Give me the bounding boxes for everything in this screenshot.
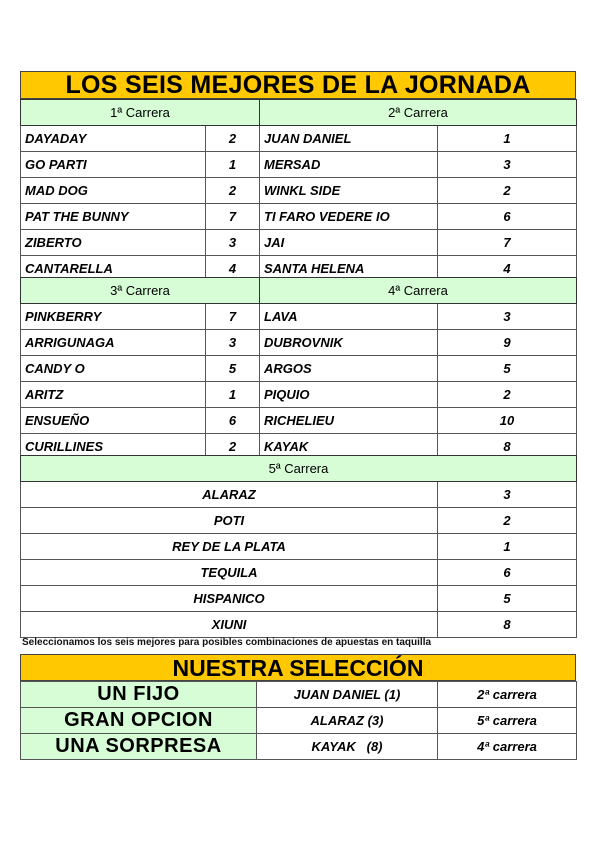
table-row: [21, 708, 577, 734]
horse-number: 6: [206, 408, 260, 434]
horse-number: 7: [206, 304, 260, 330]
table-row: [21, 508, 577, 534]
table-row: [21, 330, 577, 356]
horse-number: 3: [438, 482, 577, 508]
table-row: [21, 482, 577, 508]
horse-number: 2: [206, 178, 260, 204]
selection-title: NUESTRA SELECCIÓN: [20, 654, 576, 681]
horse-name: ALARAZ: [21, 482, 438, 508]
horse-name: ZIBERTO: [21, 230, 206, 256]
horse-number: 5: [438, 356, 577, 382]
horse-number: 1: [438, 534, 577, 560]
table-row: [21, 682, 577, 708]
selection-horse: JUAN DANIEL (1): [257, 682, 438, 708]
horse-name: MAD DOG: [21, 178, 206, 204]
selection-label: UN FIJO: [21, 682, 257, 708]
horse-number: 7: [206, 204, 260, 230]
selection-label: GRAN OPCION: [21, 708, 257, 734]
horse-number: 2: [206, 126, 260, 152]
horse-name: TI FARO VEDERE IO: [260, 204, 438, 230]
horse-number: 4: [206, 256, 260, 282]
horse-number: 1: [206, 152, 260, 178]
selection-race: 5ª carrera: [438, 708, 577, 734]
horse-name: LAVA: [260, 304, 438, 330]
horse-name: RICHELIEU: [260, 408, 438, 434]
horse-number: 6: [438, 204, 577, 230]
horse-number: 7: [438, 230, 577, 256]
horse-name: MERSAD: [260, 152, 438, 178]
horse-name: WINKL SIDE: [260, 178, 438, 204]
selection-label: UNA SORPRESA: [21, 734, 257, 760]
table-row: [21, 152, 577, 178]
races-1-2-table: [20, 99, 577, 282]
horse-name: POTI: [21, 508, 438, 534]
horse-name: PINKBERRY: [21, 304, 206, 330]
horse-name: ARRIGUNAGA: [21, 330, 206, 356]
horse-name: JAI: [260, 230, 438, 256]
horse-number: 4: [438, 256, 577, 282]
horse-name: ARITZ: [21, 382, 206, 408]
races-3-4-table: [20, 277, 577, 460]
horse-name: CANTARELLA: [21, 256, 206, 282]
horse-name: DAYADAY: [21, 126, 206, 152]
table-row: [21, 230, 577, 256]
horse-number: 6: [438, 560, 577, 586]
footnote: Seleccionamos los seis mejores para posibles combinaciones de apuestas en taquilla: [22, 637, 432, 648]
horse-name: PAT THE BUNNY: [21, 204, 206, 230]
selection-horse: KAYAK (8): [257, 734, 438, 760]
horse-name: DUBROVNIK: [260, 330, 438, 356]
horse-name: KAYAK: [260, 434, 438, 460]
horse-number: 3: [438, 304, 577, 330]
horse-name: CURILLINES: [21, 434, 206, 460]
table-row: [21, 612, 577, 638]
page-title: LOS SEIS MEJORES DE LA JORNADA: [20, 71, 576, 99]
horse-name: JUAN DANIEL: [260, 126, 438, 152]
horse-number: 2: [438, 178, 577, 204]
horse-name: PIQUIO: [260, 382, 438, 408]
selection-horse: ALARAZ (3): [257, 708, 438, 734]
race-5-table: [20, 455, 577, 638]
horse-number: 5: [438, 586, 577, 612]
horse-name: GO PARTI: [21, 152, 206, 178]
horse-name: XIUNI: [21, 612, 438, 638]
horse-number: 3: [206, 230, 260, 256]
horse-number: 8: [438, 434, 577, 460]
race-3-header: 3ª Carrera: [21, 278, 260, 304]
table-row: [21, 178, 577, 204]
table-row: [21, 560, 577, 586]
table-row: [21, 356, 577, 382]
horse-name: CANDY O: [21, 356, 206, 382]
race-2-header: 2ª Carrera: [260, 100, 577, 126]
horse-name: ARGOS: [260, 356, 438, 382]
horse-name: ENSUEÑO: [21, 408, 206, 434]
horse-number: 3: [438, 152, 577, 178]
horse-number: 2: [206, 434, 260, 460]
horse-number: 5: [206, 356, 260, 382]
horse-name: TEQUILA: [21, 560, 438, 586]
table-row: [21, 734, 577, 760]
table-row: [21, 534, 577, 560]
race-4-header: 4ª Carrera: [260, 278, 577, 304]
table-row: [21, 304, 577, 330]
horse-name: SANTA HELENA: [260, 256, 438, 282]
table-row: [21, 204, 577, 230]
race-1-header: 1ª Carrera: [21, 100, 260, 126]
selection-race: 4ª carrera: [438, 734, 577, 760]
horse-number: 2: [438, 382, 577, 408]
table-row: [21, 586, 577, 612]
horse-number: 1: [206, 382, 260, 408]
horse-number: 2: [438, 508, 577, 534]
horse-number: 3: [206, 330, 260, 356]
horse-number: 10: [438, 408, 577, 434]
table-row: [21, 408, 577, 434]
table-row: [21, 126, 577, 152]
selection-race: 2ª carrera: [438, 682, 577, 708]
race-5-header: 5ª Carrera: [21, 456, 577, 482]
horse-number: 8: [438, 612, 577, 638]
horse-number: 1: [438, 126, 577, 152]
selection-table: [20, 681, 577, 760]
horse-number: 9: [438, 330, 577, 356]
horse-name: REY DE LA PLATA: [21, 534, 438, 560]
table-row: [21, 382, 577, 408]
horse-name: HISPANICO: [21, 586, 438, 612]
